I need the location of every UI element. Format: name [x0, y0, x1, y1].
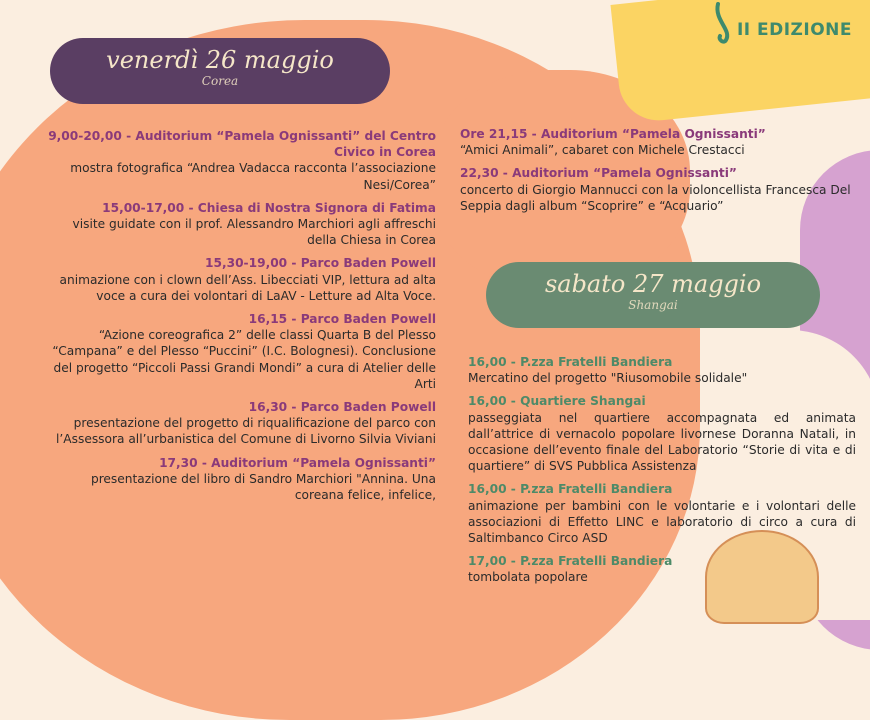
event-description: visite guidate con il prof. Alessandro Marchiori agli affreschi della Chiesa in Corea	[72, 217, 436, 248]
event-heading: 16,00 - P.zza Fratelli Bandiera	[468, 355, 673, 369]
saturday-banner	[486, 262, 820, 328]
event-description: tombolata popolare	[468, 570, 588, 585]
saturday-title: sabato 27 maggio	[544, 270, 762, 298]
event-description: Mercatino del progetto "Riusomobile solidale"	[468, 371, 748, 386]
event-description: animazione con i clown dell’Ass. Libecciati VIP, lettura ad alta voce a cura dei volontari di LaAV - Letture ad Alta Voce.	[59, 272, 436, 303]
friday-banner	[50, 38, 390, 104]
event-description: “Amici Animali”, cabaret con Michele Crestacci	[460, 143, 745, 158]
event-heading: 16,00 - P.zza Fratelli Bandiera	[468, 482, 673, 497]
event-item	[460, 165, 858, 214]
event-item	[48, 311, 436, 392]
friday-title: venerdì 26 maggio	[106, 46, 334, 74]
event-item	[460, 126, 858, 158]
saturday-column	[468, 354, 856, 593]
event-description: presentazione del libro di Sandro Marchiori "Annina. Una coreana felice, infelice,	[90, 471, 436, 503]
event-heading: 16,15 - Parco Baden Powell	[248, 312, 436, 327]
event-heading: 22,30 - Auditorium “Pamela Ognissanti”	[460, 166, 737, 181]
event-heading: 17,30 - Auditorium “Pamela Ognissanti”	[159, 455, 436, 470]
edition-label: II EDIZIONE	[736, 20, 852, 40]
event-item	[48, 255, 436, 304]
event-item	[468, 354, 856, 386]
event-item	[48, 200, 436, 249]
event-item	[468, 393, 856, 474]
event-heading: 16,30 - Parco Baden Powell	[248, 400, 436, 415]
event-heading: 15,00-17,00 - Chiesa di Nostra Signora di Fatima	[102, 200, 436, 215]
event-heading: 15,30-19,00 - Parco Baden Powell	[205, 256, 436, 271]
friday-left-column	[48, 128, 436, 510]
friday-location: Corea	[201, 74, 239, 88]
event-heading: 9,00-20,00 - Auditorium “Pamela Ognissanti” del Centro Civico in Corea	[48, 129, 436, 160]
event-description: animazione per bambini con le volontarie e i volontari delle associazioni di Effetto LINC e laboratorio di circo a cura di Saltimbanco Circo ASD	[468, 498, 856, 546]
event-heading: 16,00 - Quartiere Shangai	[468, 394, 646, 409]
event-heading: 17,00 - P.zza Fratelli Bandiera	[468, 554, 673, 569]
event-description: presentazione del progetto di riqualificazione del parco con l’Assessora all’urbanistica del Comune di Livorno Silvia Viviani	[56, 416, 436, 447]
event-description: concerto di Giorgio Mannucci con la violoncellista Francesca Del Seppia dagli album “Scoprire” e “Acquario”	[460, 182, 851, 213]
friday-right-column	[460, 126, 858, 221]
event-item	[48, 128, 436, 193]
saturday-location: Shangai	[628, 298, 678, 312]
event-description: mostra fotografica “Andrea Vadacca racconta l’associazione Nesi/Corea”	[70, 161, 436, 192]
event-description: passeggiata nel quartiere accompagnata ed animata dall’attrice di vernacolo popolare livornese Doranna Natali, in occasione dell’evento finale del Laboratorio “Storie di vita e di quartiere” di SVS Pubblica Assistenza	[468, 410, 856, 474]
event-item	[468, 553, 856, 585]
event-item	[48, 399, 436, 448]
event-item	[48, 455, 436, 504]
event-item	[468, 481, 856, 546]
event-heading: Ore 21,15 - Auditorium “Pamela Ognissanti”	[460, 127, 766, 141]
event-description: “Azione coreografica 2” delle classi Quarta B del Plesso “Campana” e del Plesso “Puccini” (I.C. Bolognesi). Conclusione del progetto “Piccoli Passi Grandi Mondi” a cura di Atelier delle Arti	[52, 328, 436, 391]
